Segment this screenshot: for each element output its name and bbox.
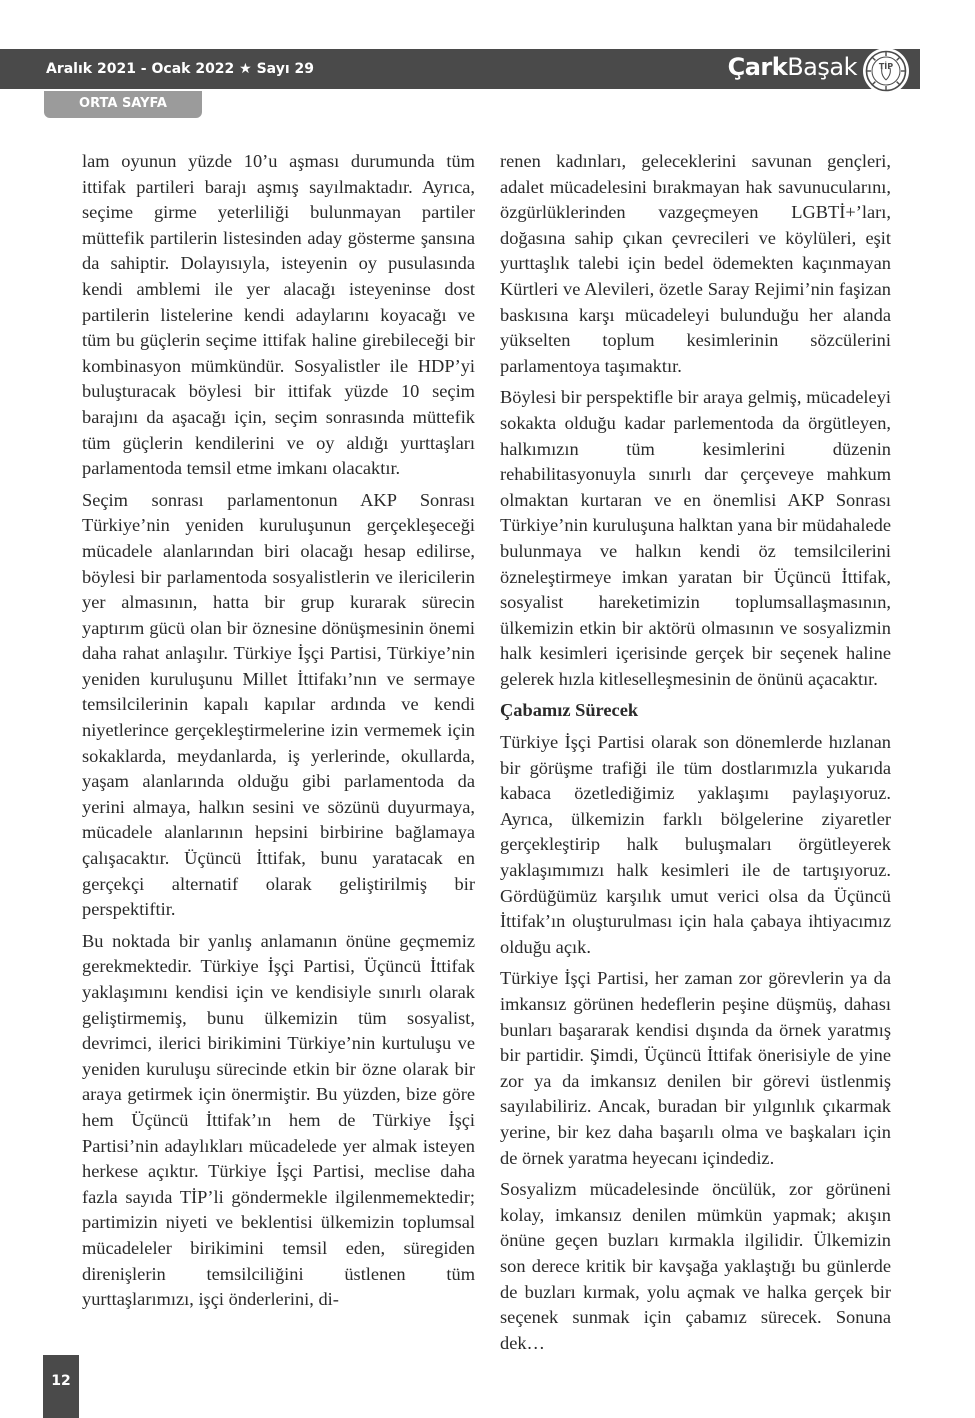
paragraph: Böylesi bir perspektifle bir araya gelmiş, mücadeleyi sokakta olduğu kadar parlementoda da örgütleyen, halkımızın tüm kesimlerini düzenin rehabilitasyonuyla sınırlı dar çerçeveye mahkum olmaktan kurtaran ve en önemlisi AKP Sonrası Türkiye’nin kuruluşuna halktan yana bir müdahalede bulunmaya ve halkın kendi öz temsilcilerini özneleştirmeye imkan yaratan bir Üçüncü İttifak, sosyalist hareketimizin toplumsallaşmasının, ülkemizin etkin bir aktörü olmasının ve sosyalizmin halk kesimleri içerisinde gerçek bir seçenek haline gelerek hızla kitleselleşmesinin de önünü açacaktır. [500,387,891,689]
page-number: 12 [51,1373,71,1389]
tip-badge-icon [861,46,911,96]
issue-date: Aralık 2021 - Ocak 2022 ★ Sayı 29 [46,61,314,77]
paragraph: Sosyalizm mücadelesinde öncülük, zor görüneni kolay, imkansız denilen mümkün yapmak; akışın önüne geçen buzları kırmakla ilgilidir. Ülkemizin son derece kritik bir kavşağa yaklaştığı bu günlerde de buzları kırmak, yolu açmak ve halka gerçek bir seçenek sunmak için çabamız sürecek. Sonuna dek… [500,1179,891,1353]
left-column [82,149,475,1319]
paragraph: Türkiye İşçi Partisi, her zaman zor görevlerin ya da imkansız görünen hedeflerin peşine düşmüş, dahası bunları başararak kendisi dışında da örnek yaratmış bir partidir. Şimdi, Üçüncü İttifak önerisiyle de yine zor ya da imkansız denilen bir görevi üstlenmiş sayılabiliriz. Ancak, buradan bir yılgınlık çıkarmak yerine, bir kez daha başarılı olma ve başkaları için de örnek yaratma heyecanı içindediz. [500,968,891,1168]
paragraph: Türkiye İşçi Partisi olarak son dönemlerde hızlanan bir görüşme trafiği ile tüm dostlarımızla yukarıda kabaca özetlediğimiz yaklaşımı paylaşıyoruz. Ayrıca, ülkemizin farklı bölgelerine ziyaretler gerçekleştirip halk buluşmaları örgütleyerek yaklaşımımızı halk kesimleri ile de tartışıyoruz. Gördüğümüz karşılık umut verici olsa da Üçüncü İttifak’ın oluşturulması için hala çabaya ihtiyacımız olduğu açık. [500,732,891,957]
paragraph: Bu noktada bir yanlış anlamanın önüne geçmemiz gerekmektedir. Türkiye İşçi Partisi, Üçüncü İttifak yaklaşımını kendisi için ve kendisiyle sınırlı olarak geliştirmemiş, bunu ülkemizin tüm sosyalist, devrimci, ilerici birikimini Türkiye’nin kurtuluşu ve yeniden kuruluşu sürecinde etkin bir özne olarak bir araya getirmek için önermiştir. Bu yüzden, bize göre hem Üçüncü İttifak’ın hem de Türkiye İşçi Partisi’nin adaylıkları mücadelede yer almak isteyen herkese açıktır. Türkiye İşçi Partisi, meclise daha fazla sayıda TİP’li göndermekle ilgilenmemektedir; partimizin niyeti ve beklentisi ülkemizin toplumsal mücadeleler birikimini temsil eden, süregiden direnişlerin temsilciliğini üstlenen tüm yurttaşlarımızı, işçi önderlerini, di- [82,930,475,1310]
logo-regular-text: Başak [787,53,857,81]
section-tab: ORTA SAYFA [44,91,202,118]
paragraph: Seçim sonrası parlamentonun AKP Sonrası Türkiye’nin yeniden kuruluşunun gerçekleşeceği mücadele alanlarından biri olacağı hesap edilirse, böylesi bir parlamentoda sosyalistlerin ve ilericilerin yer almasının, hatta bir grup kurarak sürecin yaptırım gücü olan bir öznesine dönüşmesinin önemi daha rahat anlaşılır. Türkiye İşçi Partisi, Türkiye’nin yeniden kuruluşunu Millet İttifakı’nın ve sermaye temsilcilerinin kapalı kapılar ardında ve kendi niyetlerince gerçekleştirmelerine izin vermemek için sokaklarda, meydanlarda, iş yerlerinde, okullarda, yaşam alanlarında olduğu gibi parlamentoda da yerini almaya, halkın sesini ve sözünü duyurmaya, mücadele alanlarının hepsini birbirine bağlamaya çalışacaktır. Üçüncü İttifak, bunu yaratacak en gerçekçi alternatif olarak geliştirilmiş bir perspektiftir. [82,489,475,920]
magazine-logo [728,53,857,81]
badge-text: TİP [878,62,894,71]
right-column [500,149,891,1362]
paragraph: renen kadınları, geleceklerini savunan gençleri, adalet mücadelesini bırakmayan hak savunucularını, özgürlüklerinden vazgeçmeyen LGBTİ+’ları, doğasına sahip çıkan çevrecileri ve köylüleri, eşit yurttaşlık talebi için bedel ödemekten kaçınmayan Kürtleri ve Alevileri, özetle Saray Rejimi’nin faşizan baskısına karşı mücadeleyi bulunduğu her alanda yükselten toplum kesimlerinin sözcülerini parlamentoya taşımaktır. [500,151,891,376]
section-heading: Çabamız Sürecek [500,700,639,721]
paragraph: lam oyunun yüzde 10’u aşması durumunda tüm ittifak partileri barajı aşmış sayılmaktadır. Ayrıca, seçime girme yeterliliği bulunmayan partiler müttefik partilerin listesinden aday gösterme şansına da sahiptir. Dolayısıyla, isteyenin oy pusulasında kendi amblemi ile yer alacağı isteyeninse dost partilerin listelerine kendi adaylarını koyacağı ve tüm bu güçlerin seçime ittifak haline girebileceği bir kombinasyon mümkündür. Sosyalistler ile HDP’yi buluşturacak böylesi bir ittifak yüzde 10 seçim barajını da aşacağı için, seçim sonrasında müttefik tüm güçlerin kendilerini ve oy aldığı yurttaşları parlamentoda temsil etme imkanı olacaktır. [82,151,475,479]
logo-bold-text: Çark [727,53,788,81]
